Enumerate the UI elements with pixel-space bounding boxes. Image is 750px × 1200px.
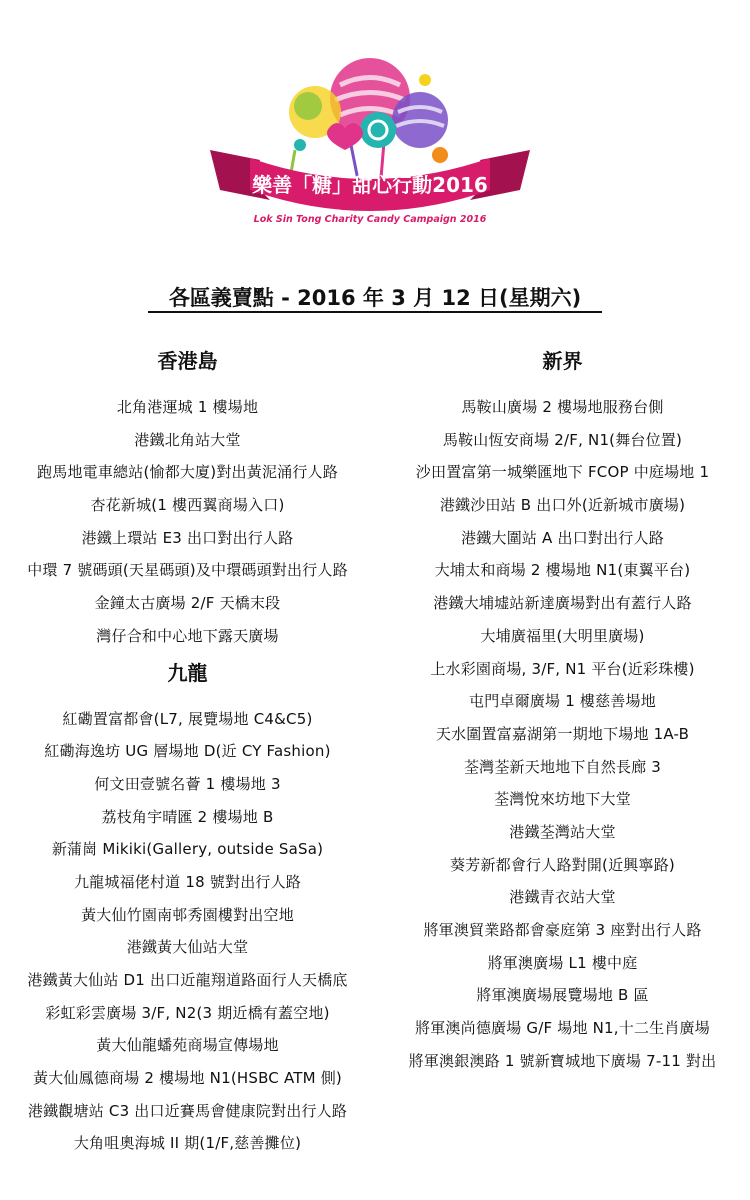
list-item: 金鐘太古廣場 2/F 天橋末段 (94, 594, 281, 613)
list-item: 彩虹彩雲廣場 3/F, N2(3 期近橋有蓋空地) (45, 1003, 330, 1022)
list-item: 九龍城福佬村道 18 號對出行人路 (73, 872, 302, 891)
list-item: 上水彩園商場, 3/F, N1 平台(近彩珠樓) (430, 659, 695, 678)
region-heading-hk-island: 香港島 (157, 349, 218, 373)
list-item: 將軍澳銀澳路 1 號新寶城地下廣場 7-11 對出 (408, 1051, 717, 1070)
right-column (375, 343, 750, 1077)
logo-chinese-text: 樂善「糖」甜心行動2016 (252, 173, 488, 197)
list-item: 將軍澳廣場 L1 樓中庭 (487, 953, 638, 972)
list-item: 天水圍置富嘉湖第一期地下場地 1A-B (435, 724, 690, 743)
list-item: 大埔廣福里(大明里廣場) (480, 626, 645, 645)
teal-candy-icon (360, 112, 396, 148)
list-item: 馬鞍山恆安商場 2/F, N1(舞台位置) (442, 430, 683, 449)
list-item: 荔枝角宇晴匯 2 樓場地 B (101, 807, 274, 826)
list-item: 中環 7 號碼頭(天星碼頭)及中環碼頭對出行人路 (27, 561, 348, 580)
list-item: 港鐵黃大仙站 D1 出口近龍翔道路面行人天橋底 (27, 971, 348, 989)
list-item: 港鐵黃大仙站大堂 (126, 938, 249, 957)
location-list-hk-island (0, 391, 375, 653)
list-item: 港鐵觀塘站 C3 出口近賽馬會健康院對出行人路 (27, 1101, 348, 1120)
logo-english-text: Lok Sin Tong Charity Candy Campaign 2016 (253, 214, 487, 225)
list-item: 馬鞍山廣場 2 樓場地服務台側 (461, 398, 664, 416)
region-heading-new-territories: 新界 (542, 349, 583, 373)
list-item: 港鐵荃灣站大堂 (509, 822, 616, 841)
list-item: 沙田置富第一城樂匯地下 FCOP 中庭場地 1 (415, 463, 710, 482)
list-item: 新蒲崗 Mikiki(Gallery, outside SaSa) (51, 840, 324, 859)
list-item: 港鐵沙田站 B 出口外(近新城市廣場) (439, 496, 686, 515)
location-list-kowloon (0, 703, 375, 1161)
list-item: 北角港運城 1 樓場地 (116, 398, 259, 416)
list-item: 紅磡置富都會(L7, 展覽場地 C4&C5) (62, 709, 313, 728)
left-column (0, 343, 375, 1160)
list-item: 跑馬地電車總站(愉都大廈)對出黃泥涌行人路 (37, 463, 338, 482)
list-item: 港鐵北角站大堂 (134, 430, 241, 449)
list-item: 葵芳新都會行人路對開(近興寧路) (450, 855, 675, 874)
list-item: 大埔太和商場 2 樓場地 N1(東翼平台) (434, 561, 691, 580)
list-item: 荃灣荃新天地地下自然長廊 3 (463, 757, 662, 776)
list-item: 港鐵青衣站大堂 (509, 888, 616, 907)
list-item: 港鐵大圍站 A 出口對出行人路 (461, 528, 664, 547)
list-item: 黃大仙竹園南邨秀園樓對出空地 (81, 905, 294, 924)
page-title: 各區義賣點 - 2016 年 3 月 12 日(星期六) (168, 286, 582, 310)
campaign-logo (200, 40, 540, 250)
title-underline (148, 311, 602, 313)
list-item: 將軍澳貿業路都會豪庭第 3 座對出行人路 (423, 921, 702, 939)
list-item: 黃大仙龍蟠苑商場宣傳場地 (96, 1036, 279, 1055)
list-item: 將軍澳尚德廣場 G/F 場地 N1,十二生肖廣場 (415, 1019, 710, 1038)
list-item: 大角咀奧海城 II 期(1/F,慈善攤位) (73, 1134, 302, 1153)
list-item: 港鐵上環站 E3 出口對出行人路 (81, 528, 294, 547)
candy-logo-graphic (200, 40, 540, 250)
list-item: 紅磡海逸坊 UG 層場地 D(近 CY Fashion) (44, 742, 331, 761)
location-list-new-territories (375, 391, 750, 1077)
list-item: 荃灣悅來坊地下大堂 (494, 790, 631, 809)
list-item: 灣仔合和中心地下露天廣場 (96, 626, 279, 645)
list-item: 港鐵大埔墟站新達廣場對出有蓋行人路 (433, 594, 692, 613)
list-item: 黃大仙鳳德商場 2 樓場地 N1(HSBC ATM 側) (33, 1069, 342, 1088)
region-heading-kowloon: 九龍 (167, 660, 208, 685)
list-item: 將軍澳廣場展覽場地 B 區 (476, 986, 649, 1005)
list-item: 何文田壹號名薈 1 樓場地 3 (94, 774, 281, 793)
list-item: 杏花新城(1 樓西翼商場入口) (90, 496, 285, 515)
list-item: 屯門卓爾廣場 1 樓慈善場地 (469, 692, 656, 711)
